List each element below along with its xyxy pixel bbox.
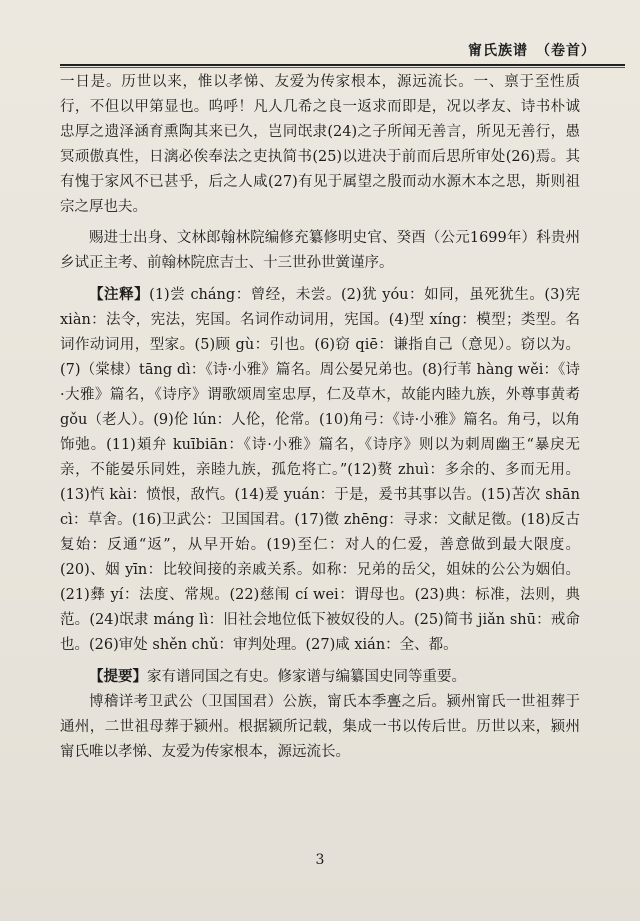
paragraph-signature: 赐进士出身、文林郎翰林院编修充纂修明史官、癸酉（公元1699年）科贵州乡试正主考、前翰林院庶吉士、十三世孙世黉谨序。 (60, 230, 580, 271)
paragraph-summary (60, 664, 580, 690)
summary-label: 【提要】 (89, 668, 147, 685)
header-rule (60, 64, 625, 66)
running-header: 甯氏族谱 （卷首） (468, 43, 596, 59)
page-body (60, 70, 580, 765)
summary-text: 家有谱同国之有史。修家谱与编纂国史同等重要。 (147, 669, 466, 685)
header-rule-thin (60, 67, 625, 68)
paragraph-notes (60, 282, 580, 658)
notes-label: 【注释】 (89, 286, 150, 303)
paragraph-conclusion: 博稽详考卫武公（卫国国君）公族，甯氏本季亹之后。颍州甯氏一世祖葬于通州，二世祖母葬于颍州。根据颍所记载，集成一书以传后世。历世以来，颍州甯氏唯以孝悌、友爱为传家根本，源远流长。 (60, 694, 580, 760)
page-number: 3 (315, 852, 325, 868)
paragraph-preface-end: 一日是。历世以来，惟以孝悌、友爱为传家根本，源远流长。一、禀于至性质行，不但以甲第显也。呜呼！凡人几希之良一返求而即是，况以孝友、诗书朴诚忠厚之遗泽涵育熏陶其来已久，岂同氓隶(24)之子所闻无善言，所见无善行，愚冥顽傲真性，日漓必俟奉法之吏执简书(25)以进决于前而后思所审处(26)焉。其有愧于家风不已甚乎，后之人咸(27)有见于属望之殷而动水源木本之思，斯则祖宗之厚也夫。 (60, 74, 580, 215)
notes-text: (1)尝 cháng：曾经，未尝。(2)犹 yóu：如同，虽死犹生。(3)宪 xiàn：法令，宪法，宪国。名词作动词用，宪国。(4)型 xíng：模型；类型。名词作动词用，型家。(5)顾 gù：引也。(6)窃 qiē：谦指自己（意见）。窃以为。(7)（棠棣）tāng dì：《诗·小雅》篇名。周公晏兄弟也。(8)行苇 hàng wěi：《诗·大雅》篇名，《诗序》谓歌颂周室忠厚，仁及草木，故能内睦九族，外尊事黄耇 gǒu（老人）。(9)伦 lún：人伦，伦常。(10)角弓：《诗·小雅》篇名。角弓，以角饰弛。(11)頍弁 kuībiān：《诗·小雅》篇名，《诗序》则以为刺周幽王“暴戾无亲，不能晏乐同姓，亲睦九族，孤危将亡。”(12)赘 zhuì：多余的、多而无用。(13)忾 kài：愤恨，敌忾。(14)爰 yuán：于是，爰书其事以告。(15)苫次 shān cì：草舍。(16)卫武公：卫国国君。(17)徵 zhēng：寻求：文献足徵。(18)反古复始：反通“返”，从早开始。(19)至仁：对人的仁爱，善意做到最大限度。(20)、姻 yīn：比较间接的亲戚关系。如称：兄弟的岳父，姐妹的公公为姻伯。(21)彝 yí：法度、常规。(22)慈闱 cí wei：谓母也。(23)典：标准，法则，典范。(24)氓隶 máng lì：旧社会地位低下被奴役的人。(25)简书 jiǎn shū：戒命也。(26)审处 shěn chǔ：审判处理。(27)咸 xián：全、都。 (60, 287, 581, 653)
